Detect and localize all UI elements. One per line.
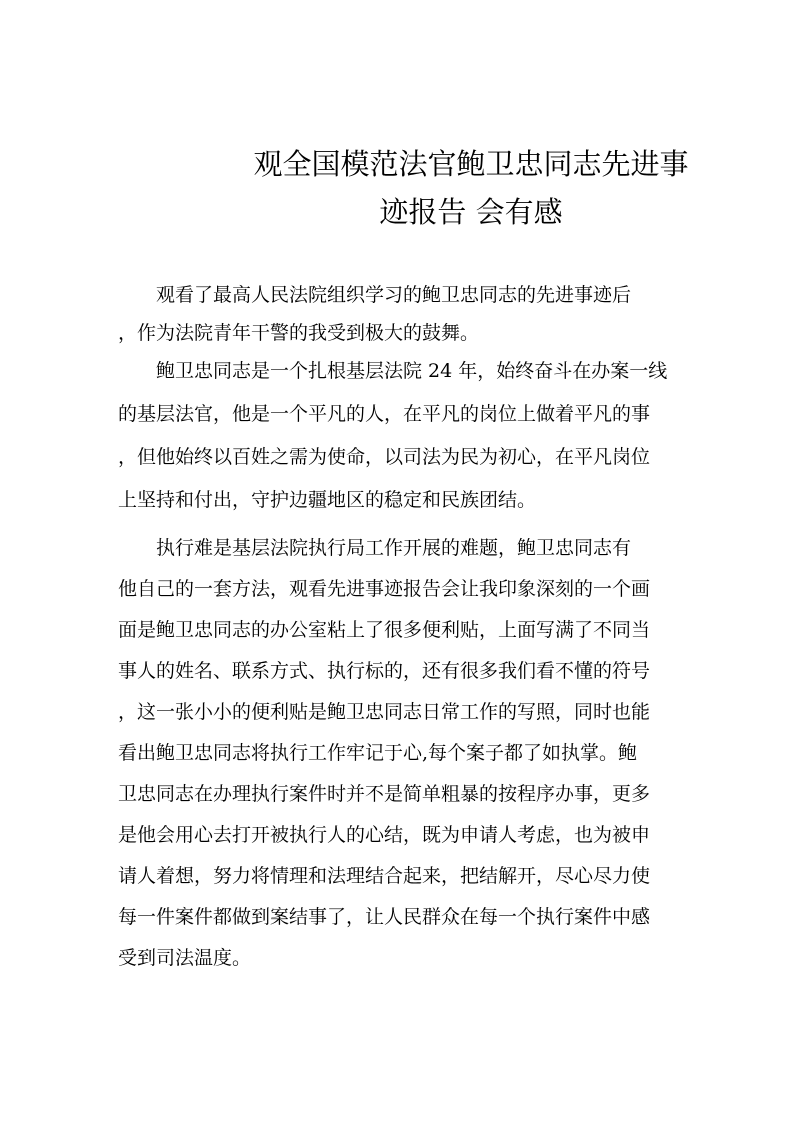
paragraph-line: 执行难是基层法院执行局工作开展的难题，鲍卫忠同志有: [118, 537, 632, 559]
title-line-1: 观全国模范法官鲍卫忠同志先进事: [253, 147, 689, 181]
paragraph-line: 请人着想，努力将情理和法理结合起来，把结解开，尽心尽力使: [118, 865, 651, 887]
paragraph-3: [118, 528, 718, 979]
paragraph-line: ，作为法院青年干警的我受到极大的鼓舞。: [118, 322, 480, 344]
paragraph-line: 上坚持和付出，守护边疆地区的稳定和民族团结。: [118, 489, 537, 511]
paragraph-line: ，但他始终以百姓之需为使命，以司法为民为初心，在平凡岗位: [118, 446, 651, 468]
paragraph-1: [118, 276, 718, 352]
paragraph-line: 卫忠同志在办理执行案件时并不是简单粗暴的按程序办事，更多: [118, 783, 651, 805]
paragraph-line: 观看了最高人民法院组织学习的鲍卫忠同志的先进事迹后: [118, 284, 632, 306]
paragraph-line: 面是鲍卫忠同志的办公室粘上了很多便利贴，上面写满了不同当: [118, 619, 651, 641]
paragraph-2: [118, 350, 718, 522]
document-title: [236, 140, 706, 236]
paragraph-line: 是他会用心去打开被执行人的心结，既为申请人考虑，也为被申: [118, 824, 651, 846]
paragraph-line: 的基层法官，他是一个平凡的人，在平凡的岗位上做着平凡的事: [118, 403, 651, 425]
paragraph-line: 鲍卫忠同志是一个扎根基层法院 24 年，始终奋斗在办案一线: [118, 360, 668, 382]
paragraph-line: ，这一张小小的便利贴是鲍卫忠同志日常工作的写照，同时也能: [118, 701, 651, 723]
paragraph-line: 受到司法温度。: [118, 947, 252, 969]
paragraph-line: 看出鲍卫忠同志将执行工作牢记于心,每个案子都了如执掌。鲍: [118, 742, 638, 764]
paragraph-line: 事人的姓名、联系方式、执行标的，还有很多我们看不懂的符号: [118, 660, 651, 682]
paragraph-line: 他自己的一套方法，观看先进事迹报告会让我印象深刻的一个画: [118, 578, 651, 600]
paragraph-line: 每一件案件都做到案结事了，让人民群众在每一个执行案件中感: [118, 906, 651, 928]
title-line-2: 迹报告 会有感: [379, 195, 563, 229]
